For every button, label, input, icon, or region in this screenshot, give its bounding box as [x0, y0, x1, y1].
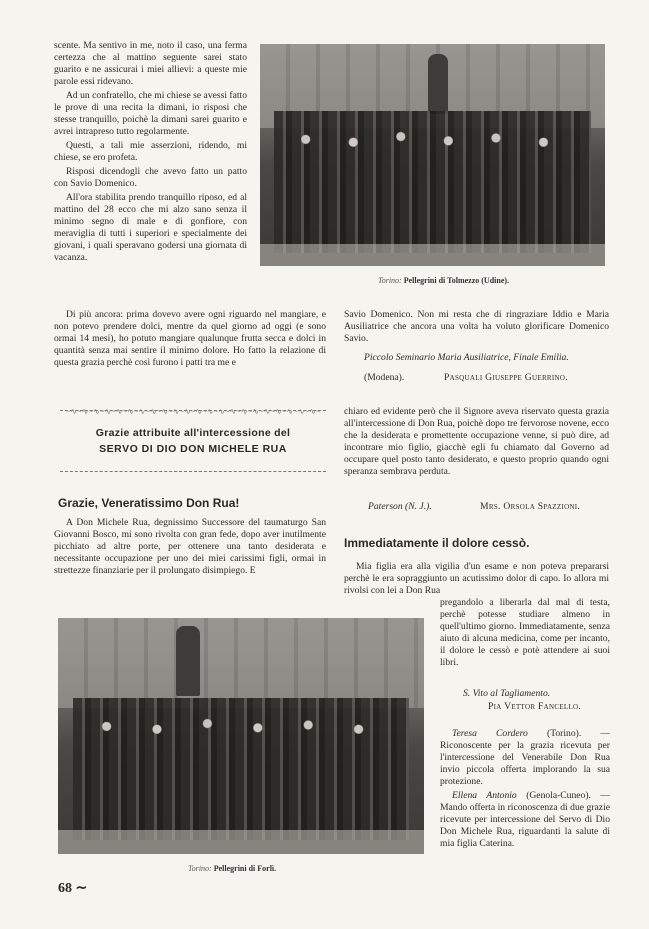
section-heading-box: ~∿~∿~∿~∿~∿~∿~∿~∿~∿~∿~∿~∿~∿~∿~∿~∿~∿~∿~∿~∿~∿~∿~ Grazie attribuite all'intercessione del SERVO DI DIO DON MICHELE RUA [60, 410, 326, 472]
page-number: 68 ∼ [58, 881, 88, 896]
right-mid-column [344, 406, 609, 480]
signature-name: Pasquali Giuseppe Guerrino. [444, 372, 568, 383]
top-left-column [54, 40, 247, 266]
article2-continuation [440, 597, 610, 671]
paragraph: chiaro ed evidente però che il Signore aveva riservato questa grazia all'intercessione di Don Rua, poichè dopo tre fervorose novene, ecco che la desiderata e promettente occupazione venne, si può dire, ad incontrare mio figlio, giacchè egli fu chiamato dal Governo ad occupare quel posto tanto desiderato, e questo proprio quando ogni speranza sembrava perduta. [344, 406, 609, 477]
tilde-ornament-icon: ∼ [75, 881, 88, 896]
paragraph: A Don Michele Rua, degnissimo Successore del taumaturgo San Giovanni Bosco, mi sono rivolta con gran fede, dopo aver inutilmente picchiato ad altre porte, per ottenere una tanto desiderata e necessitante occupazione per uno dei miei carissimi figli, ormai in strettezze finanziarie per il prolungato disimpiego. E [54, 517, 326, 576]
paragraph: Risposi dicendogli che avevo fatto un patto con Savio Domenico. [54, 166, 247, 189]
photo-caption-bottom: Torino: Pellegrini di Forlì. [188, 864, 277, 873]
grace-entry: Teresa Cordero (Torino). — Riconoscente per la grazia ricevuta per l'intercessione del Venerabile Don Rua invio piccola offerta implorando la sua protezione. [440, 728, 610, 787]
paragraph: Savio Domenico. Non mi resta che di ringraziare Iddio e Maria Ausiliatrice che ancora una volta ha voluto glorificare Domenico Savio. [344, 309, 609, 344]
paragraph: Mia figlia era alla vigilia d'un esame e non poteva prepararsi perchè le era sopraggiunto un acutissimo dolor di capo. Io allora mi rivolsi con lei a Don Rua [344, 561, 609, 596]
paragraph: Ad un confratello, che mi chiese se avessi fatto le prove di una recita la dimani, io risposi che stesse tranquillo, poichè la dimani sarei guarito e avrei intrapreso tutto regolarmente. [54, 90, 247, 137]
paragraph: Questi, a tali mie asserzioni, ridendo, mi chiese, se ero profeta. [54, 140, 247, 163]
paragraph: pregandolo a liberarla dal mal di testa, perchè potesse studiare almeno in quell'ultimo giorno. Immediatamente, senza aiuto di alcuna medicina, come per incanto, il dolore le cessò e potè attendere ai suoi libri. [440, 597, 610, 668]
left-article-body [54, 517, 326, 579]
signature-name: Pia Vettor Fancello. [488, 701, 582, 712]
paragraph: scente. Ma sentivo in me, noto il caso, una ferma certezza che al mattino seguente sarei stato guarito e ne assicurai i miei allievi: a queste mie parole essi ridevano. [54, 40, 247, 87]
photo-caption-top: Torino: Pellegrini di Tolmezzo (Udine). [378, 276, 510, 285]
box-line-2: SERVO DI DIO DON MICHELE RUA [99, 443, 287, 455]
right-top-column [344, 309, 609, 347]
paragraph: Di più ancora: prima dovevo avere ogni riguardo nel mangiare, e non potevo prendere dolci, mentre da quel giorno ad oggi (e sono ormai 14 mesi), ho potuto mangiare qualunque frutta secca e dolci in quantità senza mai sentire il minimo dolore. Ho fatto la relazione di questa grazia perchè così furono i patti tra me e [54, 309, 326, 368]
signature-place: S. Vito al Tagliamento. [463, 688, 551, 699]
article-title: Immediatamente il dolore cessò. [344, 536, 530, 550]
signature-place: Piccolo Seminario Maria Ausiliatrice, Finale Emilia. [364, 352, 569, 363]
photo-pellegrini-forli [58, 618, 424, 854]
box-line-1: Grazie attribuite all'intercessione del [95, 427, 291, 439]
article2-intro [344, 561, 609, 599]
photo-pellegrini-tolmezzo [260, 44, 605, 266]
grace-entry: Ellena Antonio (Genola-Cuneo). — Mando offerta in riconoscenza di due grazie ricevute per intercessione del Servo di Dio Don Michele Rua, riguardanti la salute di mia figlia Caterina. [440, 790, 610, 849]
signature-name: Mrs. Orsola Spazzioni. [480, 501, 581, 512]
continuation-paragraph [54, 309, 326, 371]
short-graces [440, 728, 610, 852]
signature-place: Paterson (N. J.). [368, 501, 432, 512]
article-title: Grazie, Veneratissimo Don Rua! [58, 496, 240, 510]
paragraph: All'ora stabilita prendo tranquillo riposo, ed al mattino del 28 ecco che mi alzo sano senza il minimo segno di male e di gonfiore, con meraviglia di tutti i superiori e specialmente dei giovani, i quali speravano godersi una giornata di vacanza. [54, 192, 247, 263]
signature-city: (Modena). [364, 372, 405, 383]
